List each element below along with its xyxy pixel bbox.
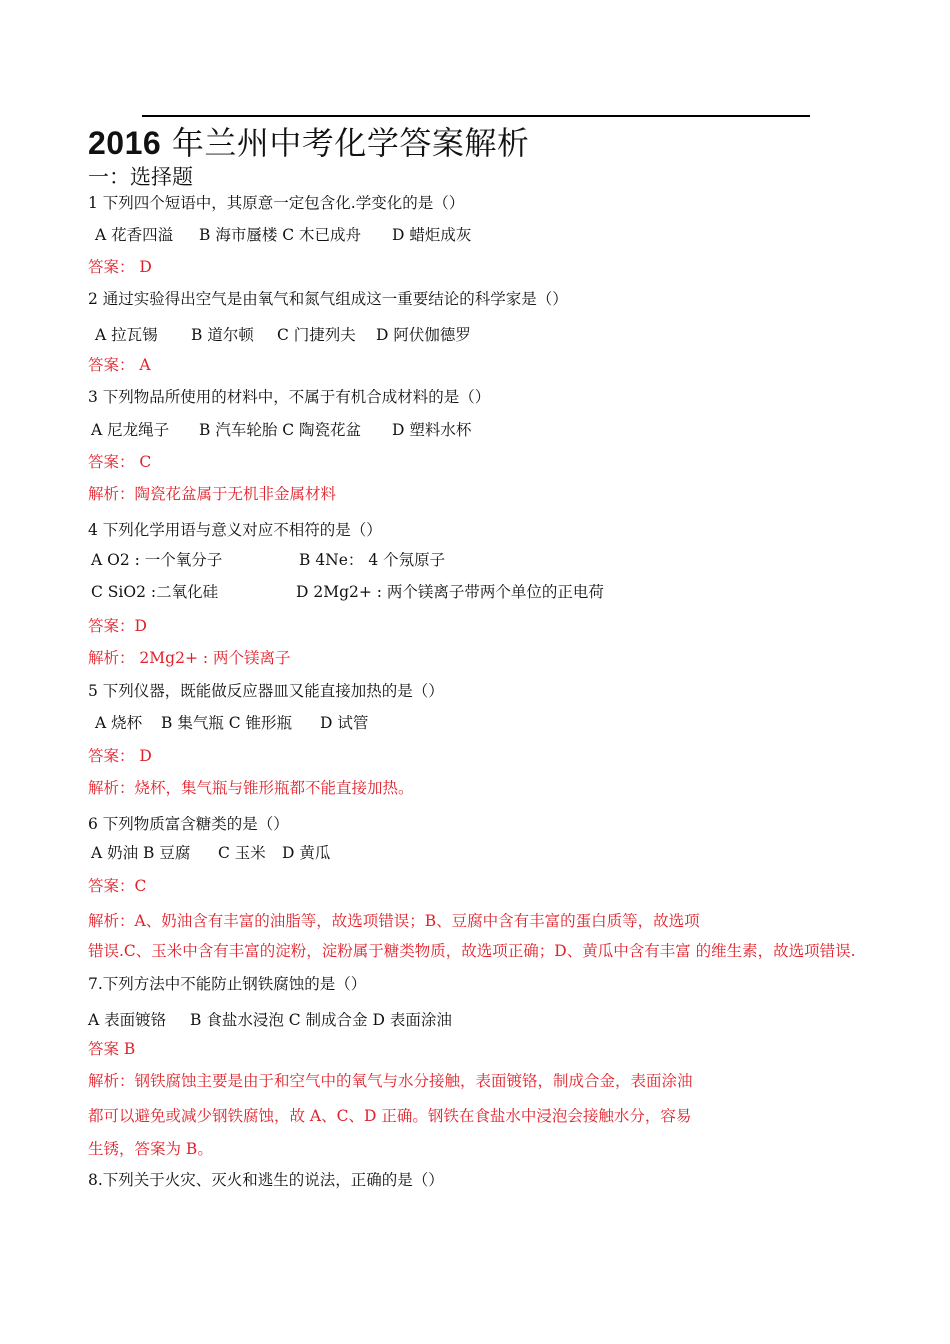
- option-bc: B 海市蜃楼 C 木已成舟: [199, 226, 362, 244]
- question-7: 7.下列方法中不能防止钢铁腐蚀的是（）: [88, 975, 367, 993]
- option-a: A 表面镀铬: [88, 1011, 167, 1029]
- answer-3: 答案： C: [88, 453, 152, 471]
- option-c: C 玉米: [218, 844, 266, 862]
- question-4: 4 下列化学用语与意义对应不相符的是（）: [88, 521, 382, 539]
- answer-1: 答案： D: [88, 258, 152, 276]
- explanation-5: 解析：烧杯，集气瓶与锥形瓶都不能直接加热。: [88, 779, 414, 797]
- explanation-3: 解析：陶瓷花盆属于无机非金属材料: [88, 485, 337, 503]
- explanation-7-line1: 解析：钢铁腐蚀主要是由于和空气中的氧气与水分接触，表面镀铬，制成合金，表面涂油: [88, 1072, 693, 1090]
- answer-7: 答案 B: [88, 1040, 136, 1058]
- option-a: A 烧杯: [95, 714, 143, 732]
- answer-2: 答案： A: [88, 356, 151, 374]
- explanation-4: 解析： 2Mg2+ : 两个镁离子: [88, 649, 291, 667]
- option-a: A 花香四溢: [95, 226, 174, 244]
- option-d: D 2Mg2+ : 两个镁离子带两个单位的正电荷: [296, 583, 604, 601]
- option-c: C SiO2 :二氧化硅: [91, 583, 219, 601]
- title-year: 2016: [88, 125, 162, 161]
- page-title: [88, 118, 529, 164]
- option-c: C 门捷列夫: [277, 326, 356, 344]
- option-d: D 阿伏伽德罗: [376, 326, 471, 344]
- option-a: A O2 : 一个氧分子: [91, 551, 223, 569]
- option-a: A 尼龙绳子: [91, 421, 170, 439]
- section-heading: 一：选择题: [88, 165, 193, 189]
- title-text: 年兰州中考化学答案解析: [161, 124, 530, 162]
- explanation-7-line2: 都可以避免或减少钢铁腐蚀，故 A、C、D 正确。钢铁在食盐水中浸泡会接触水分，容易: [88, 1107, 692, 1125]
- option-b: B 4Ne： 4 个氖原子: [299, 551, 446, 569]
- explanation-6-line1: 解析：A、奶油含有丰富的油脂等，故选项错误；B、豆腐中含有丰富的蛋白质等，故选项: [88, 912, 700, 930]
- option-bcd: B 食盐水浸泡 C 制成合金 D 表面涂油: [190, 1011, 452, 1029]
- question-1: 1 下列四个短语中，其原意一定包含化.学变化的是（）: [88, 194, 465, 212]
- option-bc: B 集气瓶 C 锥形瓶: [161, 714, 293, 732]
- answer-4: 答案：D: [88, 617, 147, 635]
- question-8: 8.下列关于火灾、灭火和逃生的说法，正确的是（）: [88, 1171, 444, 1189]
- answer-6: 答案：C: [88, 877, 147, 895]
- question-2: 2 通过实验得出空气是由氧气和氮气组成这一重要结论的科学家是（）: [88, 290, 568, 308]
- question-3: 3 下列物品所使用的材料中，不属于有机合成材料的是（）: [88, 388, 491, 406]
- header-rule: [142, 115, 810, 117]
- option-d: D 塑料水杯: [392, 421, 472, 439]
- option-d: D 黄瓜: [282, 844, 331, 862]
- explanation-6-line2: 错误.C、玉米中含有丰富的淀粉，淀粉属于糖类物质，故选项正确；D、黄瓜中含有丰富 的维生素，故选项错误.: [88, 942, 856, 960]
- option-a: A 拉瓦锡: [95, 326, 158, 344]
- option-b: B 道尔顿: [191, 326, 254, 344]
- option-ab: A 奶油 B 豆腐: [91, 844, 191, 862]
- option-d: D 试管: [320, 714, 369, 732]
- answer-5: 答案： D: [88, 747, 152, 765]
- option-d: D 蜡炬成灰: [392, 226, 472, 244]
- explanation-7-line3: 生锈，答案为 B。: [88, 1140, 213, 1158]
- question-5: 5 下列仪器，既能做反应器皿又能直接加热的是（）: [88, 682, 444, 700]
- option-bc: B 汽车轮胎 C 陶瓷花盆: [199, 421, 362, 439]
- question-6: 6 下列物质富含糖类的是（）: [88, 815, 289, 833]
